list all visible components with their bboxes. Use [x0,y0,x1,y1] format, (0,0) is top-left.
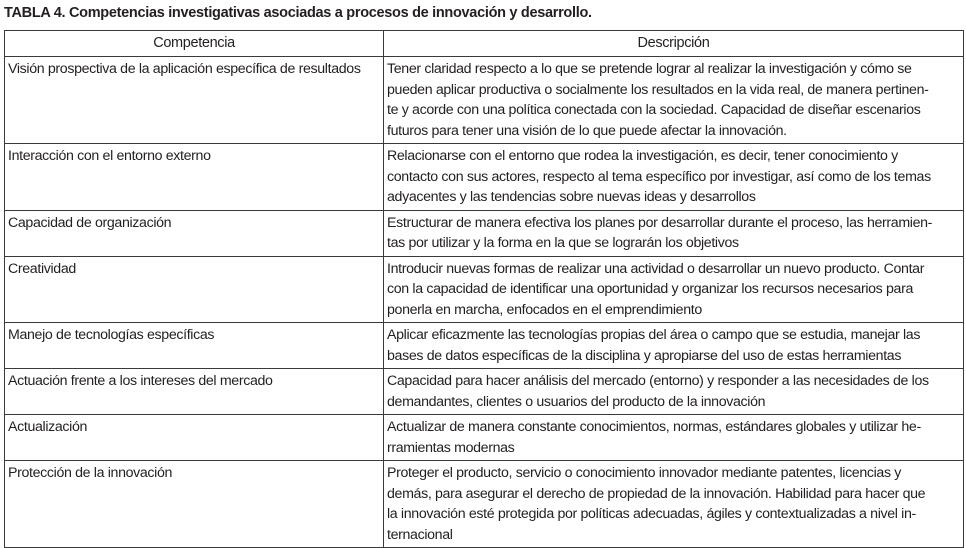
competencia-cell: Capacidad de organización [5,210,384,256]
descripcion-line: demandantes, clientes o usuarios del producto de la innovación [387,393,766,410]
descripcion-line: te y acorde con una política conectada con la sociedad. Capacidad de diseñar escenarios [387,102,921,118]
table-row [5,323,964,369]
table-row [5,461,964,548]
descripcion-cell [384,144,964,211]
competencia-cell: Visión prospectiva de la aplicación específica de resultados [5,57,384,144]
table-row [5,369,964,415]
table-row [5,144,964,211]
table-body [5,57,964,548]
competencia-cell: Manejo de tecnologías específicas [5,323,384,369]
descripcion-line: con la capacidad de identificar una oportunidad y organizar los recursos necesarios para [387,281,913,297]
table-row [5,57,964,144]
descripcion-line: contacto con sus actores, respecto al tema específico por investigar, así como de los temas [387,168,931,185]
competencia-cell: Actualización [5,415,384,461]
descripcion-cell [384,57,964,144]
descripcion-line: adyacentes y las tendencias sobre nuevas ideas y desarrollos [387,189,756,205]
descripcion-line: Actualizar de manera constante conocimientos, normas, estándares globales y utilizar he- [387,419,921,435]
header-competencia: Competencia [5,31,384,57]
competencia-cell: Creatividad [5,256,384,323]
descripcion-line: futuros para tener una visión de lo que puede afectar la innovación. [387,122,787,139]
table-caption: TABLA 4. Competencias investigativas asociadas a procesos de innovación y desarrollo. [4,5,592,21]
descripcion-line: Relacionarse con el entorno que rodea la investigación, es decir, tener conocimiento y [387,148,898,164]
descripcion-cell [384,256,964,323]
descripcion-line: Capacidad para hacer análisis del mercado (entorno) y responder a las necesidades de los [387,373,929,389]
descripcion-line: Estructurar de manera efectiva los planes por desarrollar durante el proceso, las herramien- [387,214,933,231]
table-header-row [5,31,964,57]
descripcion-cell [384,323,964,369]
competencia-cell: Protección de la innovación [5,461,384,548]
header-descripcion: Descripción [384,31,964,57]
descripcion-line: Aplicar eficazmente las tecnologías propias del área o campo que se estudia, manejar las [387,327,921,343]
descripcion-line: la innovación esté protegida por políticas adecuadas, ágiles y contextualizadas a nivel in- [387,506,916,522]
descripcion-line: rramientas modernas [387,439,515,456]
table-row [5,210,964,256]
table-row [5,256,964,323]
descripcion-line: ponerla en marcha, enfocados en el emprendimiento [387,301,702,318]
descripcion-line: Tener claridad respecto a lo que se pretende lograr al realizar la investigación y cómo se [387,61,912,77]
descripcion-line: tas por utilizar y la forma en la que se lograrán los objetivos [387,235,739,251]
descripcion-cell [384,415,964,461]
descripcion-cell [384,461,964,548]
descripcion-line: demás, para asegurar el derecho de propiedad de la innovación. Habilidad para hacer que [387,485,926,502]
descripcion-cell [384,369,964,415]
competencia-cell: Interacción con el entorno externo [5,144,384,211]
descripcion-line: ternacional [387,526,453,543]
competencias-table [4,30,964,548]
descripcion-line: pueden aplicar productiva o socialmente los resultados en la vida real, de manera pertinen- [387,81,929,98]
table-row [5,415,964,461]
competencia-cell: Actuación frente a los intereses del mercado [5,369,384,415]
descripcion-line: Proteger el producto, servicio o conocimiento innovador mediante patentes, licencias y [387,465,902,481]
descripcion-cell [384,210,964,256]
descripcion-line: Introducir nuevas formas de realizar una actividad o desarrollar un nuevo producto. Contar [387,260,925,277]
descripcion-line: bases de datos específicas de la disciplina y apropiarse del uso de estas herramientas [387,347,902,364]
